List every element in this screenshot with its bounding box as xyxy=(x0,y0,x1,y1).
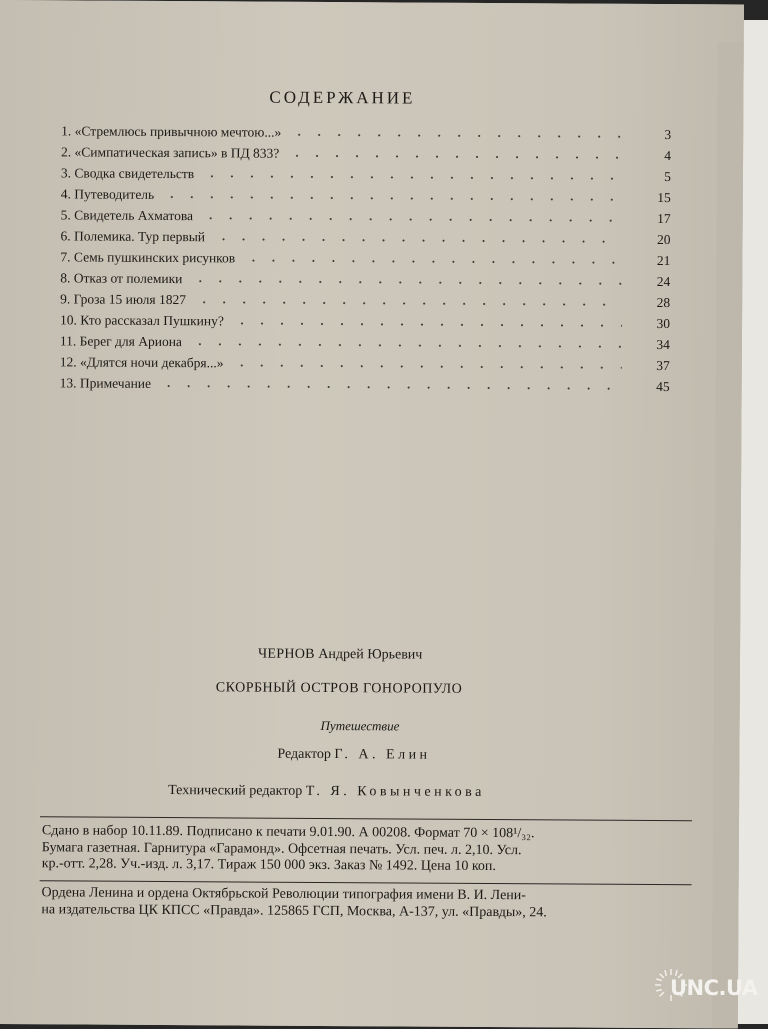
printer-details xyxy=(41,885,691,922)
tech-editor-name: Т. Я. Ковынченкова xyxy=(305,783,485,800)
toc-entry-page: 45 xyxy=(656,379,670,395)
toc-leader-dots xyxy=(202,175,623,180)
print-line: кр.-отт. 2,28. Уч.-изд. л. 3,17. Тираж 150 000 экз. Заказ № 1492. Цена 10 коп. xyxy=(41,856,496,875)
toc-entry-page: 21 xyxy=(656,253,671,269)
toc-entry-title: 2. «Симпатическая запись» в ПД 833? xyxy=(61,144,280,161)
toc-leader-dots xyxy=(190,280,622,285)
book-title: СКОРБНЫЙ ОСТРОВ ГОНОРОПУЛО xyxy=(215,680,463,697)
toc-entry-page: 4 xyxy=(664,148,672,164)
tech-editor-label: Технический редактор xyxy=(168,783,303,799)
toc-entry-page: 37 xyxy=(656,358,670,374)
toc-leader-dots xyxy=(287,155,623,159)
toc-leader-dots xyxy=(243,259,622,263)
toc-entry-page: 5 xyxy=(664,169,671,185)
printer-line: Ордена Ленина и ордена Октябрьской Революции типография имени В. И. Лени- xyxy=(41,885,527,904)
editor-name: Г. А. Елин xyxy=(334,747,431,763)
divider-top xyxy=(40,816,692,821)
author-surname: ЧЕРНОВ xyxy=(257,646,315,662)
toc-entry-title: 1. «Стремлюсь привычною мечтою...» xyxy=(61,123,282,140)
toc-entry-title: 7. Семь пушкинских рисунков xyxy=(60,249,236,266)
toc-entry-page: 24 xyxy=(656,274,671,290)
toc-entry-page: 20 xyxy=(657,232,671,248)
toc-entry-page: 30 xyxy=(656,316,671,332)
print-details xyxy=(42,823,692,876)
toc-entry-title: 5. Свидетель Ахматова xyxy=(60,207,194,224)
toc-entry-page: 3 xyxy=(664,127,672,143)
print-line: Сдано в набор 10.11.89. Подписано к печати 9.01.90. А 00208. Формат 70 × 108¹/₃₂. xyxy=(41,823,535,842)
toc-heading: СОДЕРЖАНИЕ xyxy=(269,87,416,108)
toc-leader-dots xyxy=(289,134,623,138)
printer-line: на издательства ЦК КПСС «Правда». 125865 ГСП, Москва, А-137, ул. «Правды», 24. xyxy=(41,901,547,920)
toc-entry-title: 9. Гроза 15 июля 1827 xyxy=(60,291,187,308)
toc-leader-dots xyxy=(162,196,623,201)
toc-entry-title: 3. Сводка свидетельств xyxy=(60,165,195,182)
toc-entry-title: 13. Примечание xyxy=(59,375,152,391)
toc-entry-title: 10. Кто рассказал Пушкину? xyxy=(60,312,224,329)
author-line xyxy=(258,647,422,664)
toc-entry-title: 12. «Длятся ночи декабря...» xyxy=(59,354,224,371)
watermark xyxy=(654,966,764,1014)
print-line: Бумага газетная. Гарнитура «Гарамонд». Офсетная печать. Усл. печ. л. 2,10. Усл. xyxy=(41,839,522,858)
toc-leader-dots xyxy=(194,301,622,306)
toc-entry-page: 34 xyxy=(656,337,670,353)
toc-entry-title: 4. Путеводитель xyxy=(60,186,155,202)
tech-editor-line xyxy=(168,783,485,801)
toc-entry-title: 8. Отказ от полемики xyxy=(60,270,183,287)
toc-entry-title: 11. Берег для Ариона xyxy=(59,333,182,350)
author-name: Андрей Юрьевич xyxy=(318,646,423,663)
book-genre: Путешествие xyxy=(320,717,400,734)
toc-leader-dots xyxy=(190,343,622,348)
toc-leader-dots xyxy=(214,238,623,242)
editor-line xyxy=(277,747,430,764)
toc-entry-title: 6. Полемика. Тур первый xyxy=(60,228,206,245)
watermark-text: UNC.UA xyxy=(670,976,758,1000)
divider-bottom xyxy=(40,880,692,885)
toc-leader-dots xyxy=(159,385,622,390)
toc-entry-page: 17 xyxy=(657,211,671,227)
toc-leader-dots xyxy=(232,364,622,368)
table-of-contents xyxy=(60,120,672,397)
toc-leader-dots xyxy=(201,217,623,222)
toc-entry-page: 28 xyxy=(656,295,671,311)
toc-leader-dots xyxy=(232,322,622,326)
toc-entry-page: 15 xyxy=(657,190,671,206)
editor-label: Редактор xyxy=(277,746,331,763)
toc-entry xyxy=(60,372,670,397)
